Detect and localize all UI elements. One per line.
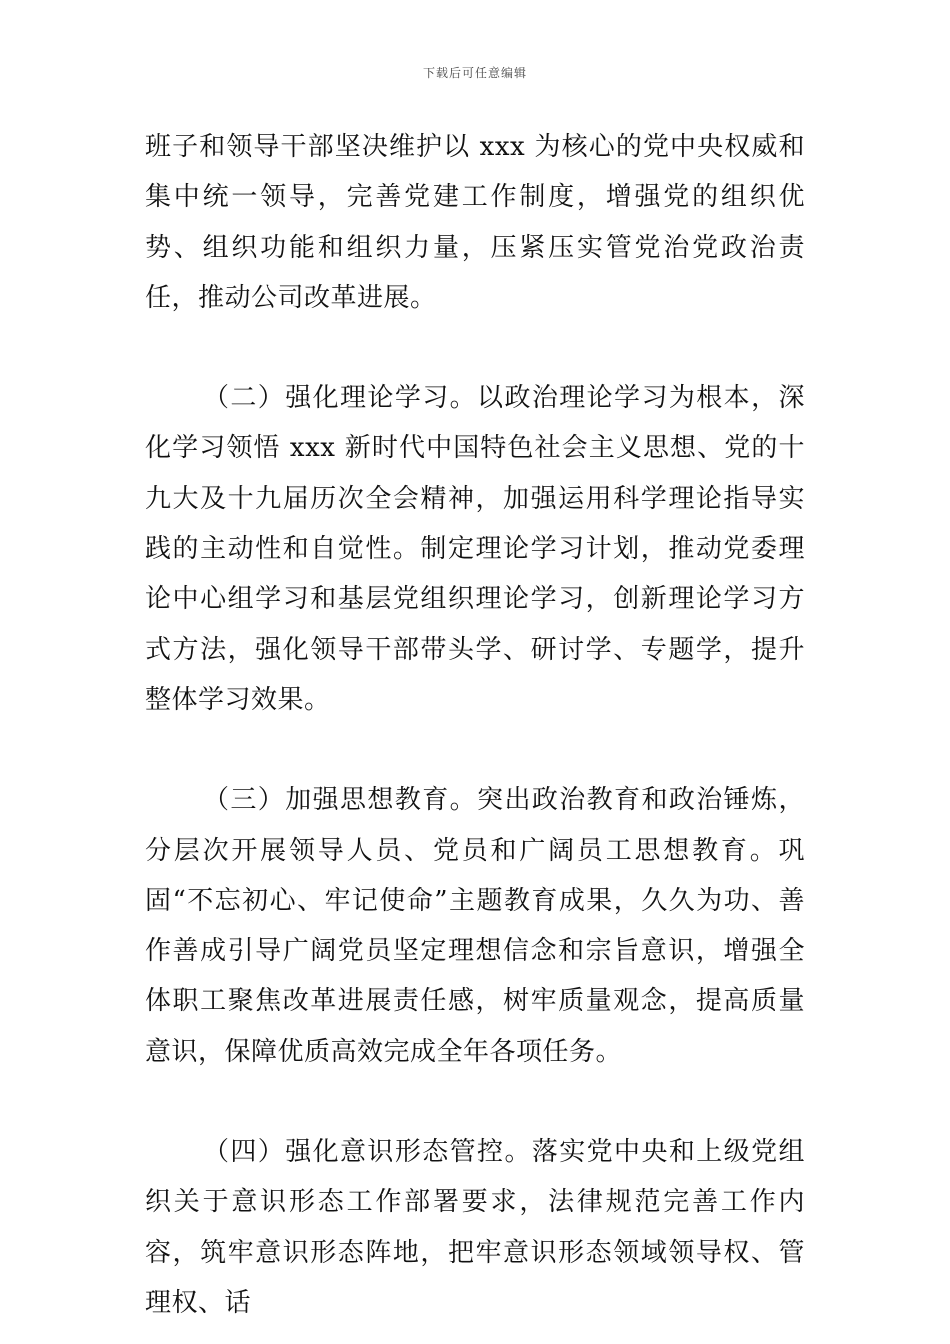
paragraph-theory-study: （二）强化理论学习。以政治理论学习为根本，深化学习领悟 xxx 新时代中国特色社会主义思想、党的十九大及十九届历次全会精神，加强运用科学理论指导实践的主动性和自觉性。制定理论学习计划，推动党委理论中心组学习和基层党组织理论学习，创新理论学习方式方法，强化领导干部带头学、研讨学、专题学，提升整体学习效果。 [145,383,805,715]
paragraph-continuation: 班子和领导干部坚决维护以 xxx 为核心的党中央权威和集中统一领导，完善党建工作制度，增强党的组织优势、组织功能和组织力量，压紧压实管党治党政治责任，推动公司改革进展。 [145,132,805,313]
paragraph-ideological-education: （三）加强思想教育。突出政治教育和政治锤炼，分层次开展领导人员、党员和广阔员工思想教育。巩固“不忘初心、牢记使命”主题教育成果，久久为功、善作善成引导广阔党员坚定理想信念和宗旨意识，增强全体职工聚焦改革进展责任感，树牢质量观念，提高质量意识，保障优质高效完成全年各项任务。 [145,785,805,1067]
paragraph-gap [145,1077,805,1127]
paragraph-gap [145,323,805,373]
paragraph-gap [145,725,805,775]
paragraph-ideology-control: （四）强化意识形态管控。落实党中央和上级党组织关于意识形态工作部署要求，法律规范完善工作内容，筑牢意识形态阵地，把牢意识形态领域领导权、管理权、话 [145,1137,805,1318]
document-body [145,122,805,1328]
page-header: 下载后可任意编辑 [422,66,527,80]
